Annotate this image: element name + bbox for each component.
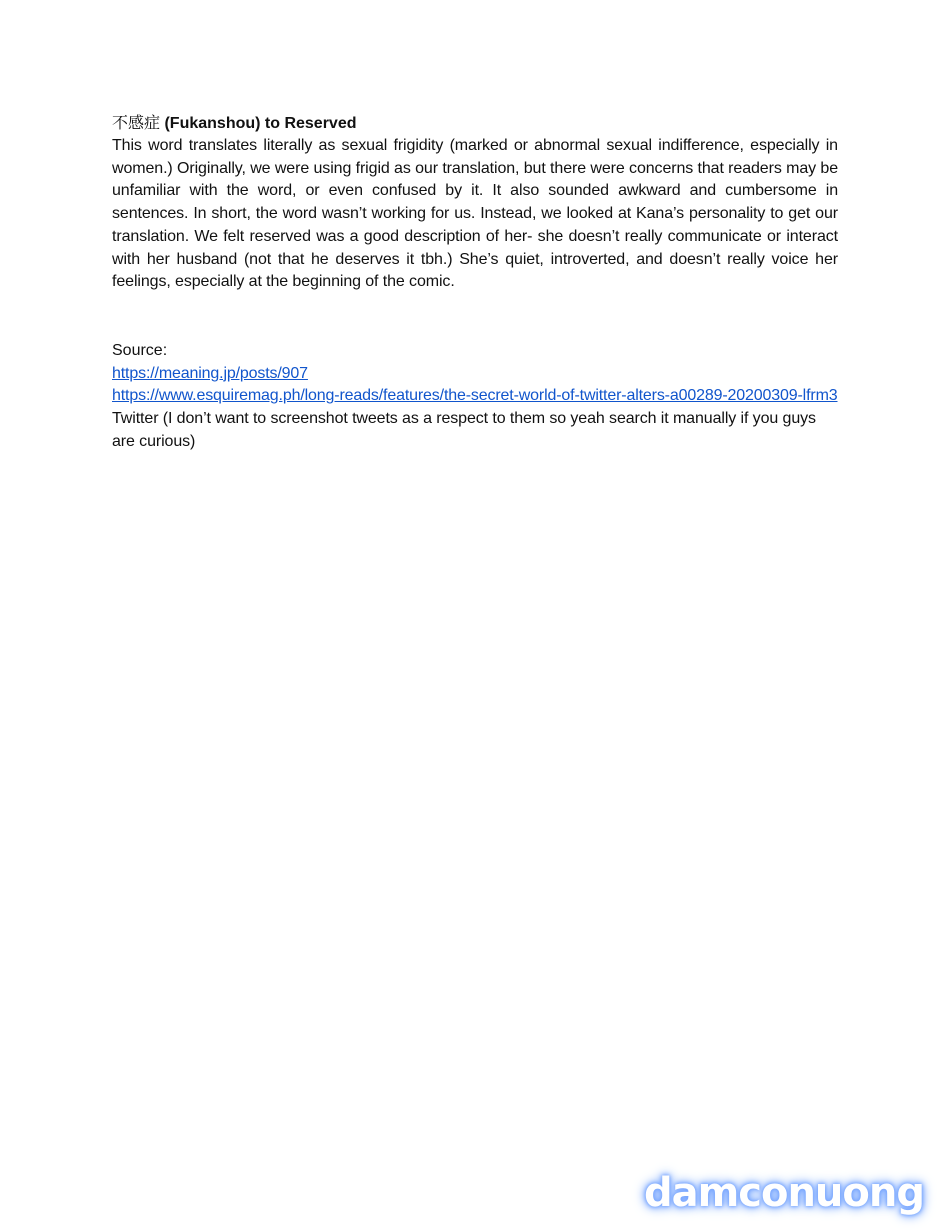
heading-japanese-term: 不感症 [112,113,161,132]
source-link-esquiremag[interactable]: https://www.esquiremag.ph/long-reads/features/the-secret-world-of-twitter-alters-a00289-20200309-lfrm3 [112,387,838,405]
section-heading [112,112,838,135]
heading-title: (Fukanshou) to Reserved [164,115,357,132]
document-page [112,112,838,453]
section-paragraph: This word translates literally as sexual frigidity (marked or abnormal sexual indifference, especially in women.) Originally, we were using frigid as our translation, but there were concerns that readers may be unfamiliar with the word, or even confused by it. It also sounded awkward and cumbersome in sentences. In short, the word wasn’t working for us. Instead, we looked at Kana’s personality to get our translation. We felt reserved was a good description of her- she doesn’t really communicate or interact with her husband (not that he deserves it tbh.) She’s quiet, introverted, and doesn’t really voice her feelings, especially at the beginning of the comic. [112,137,838,291]
sources-twitter-note: Twitter (I don’t want to screenshot tweets as a respect to them so yeah search it manually if you guys are curious) [112,410,816,450]
source-link-meaning[interactable]: https://meaning.jp/posts/907 [112,364,308,382]
sources-label: Source: [112,341,168,359]
watermark-logo: damconuong [643,1170,924,1216]
sources-block [112,340,838,454]
